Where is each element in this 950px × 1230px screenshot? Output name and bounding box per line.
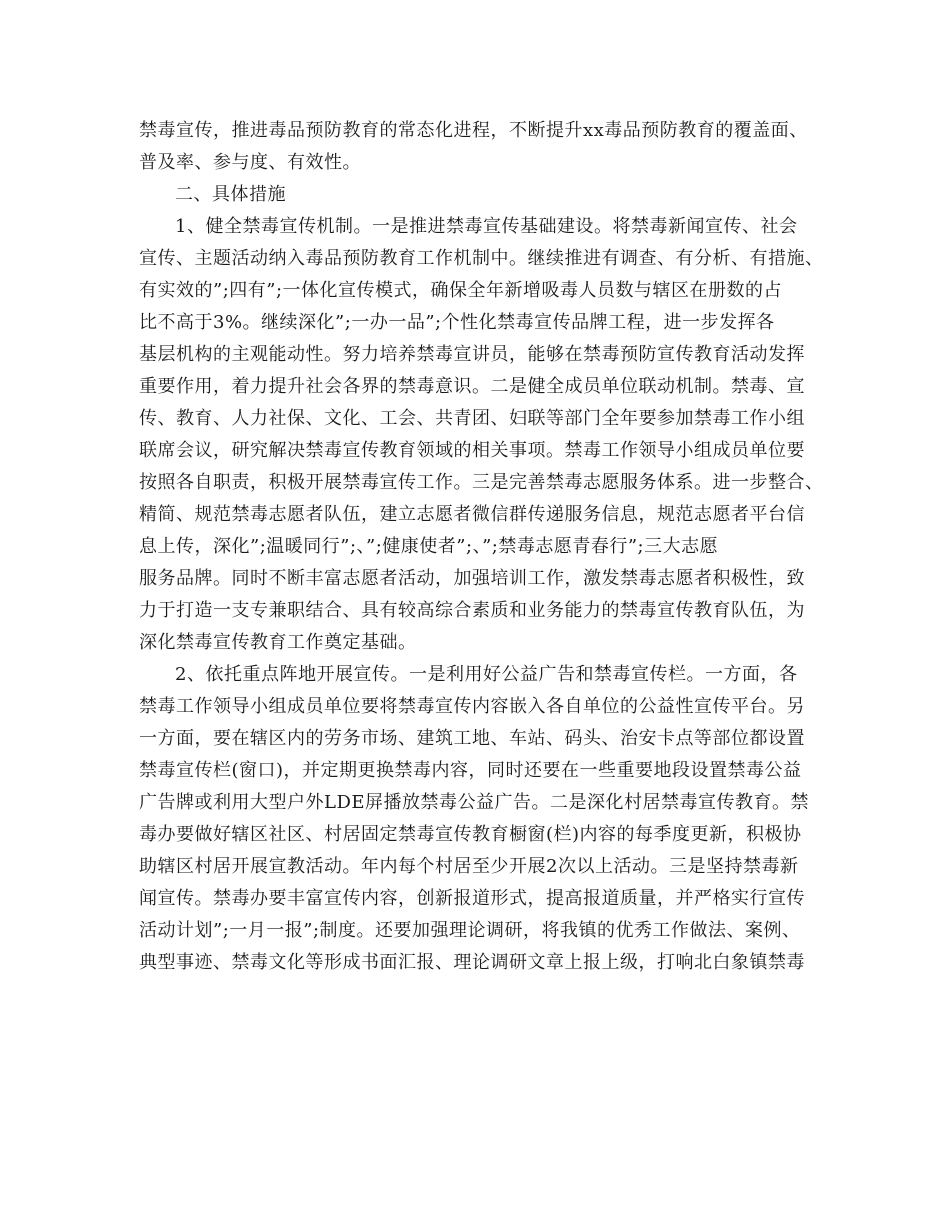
text-line: 禁毒宣传栏(窗口)，并定期更换禁毒内容，同时还要在一些重要地段设置禁毒公益 — [139, 760, 802, 781]
document-body — [139, 115, 839, 979]
text-line: 一方面，要在辖区内的劳务市场、建筑工地、车站、码头、治安卡点等部位都设置 — [139, 728, 805, 749]
text-line: 禁毒宣传，推进毒品预防教育的常态化进程，不断提升xx毒品预防教育的覆盖面、 — [139, 120, 808, 141]
text-line: 按照各自职责，积极开展禁毒宣传工作。三是完善禁毒志愿服务体系。进一步整合、 — [139, 472, 824, 493]
text-line: 普及率、参与度、有效性。 — [139, 152, 361, 173]
text-line: 闻宣传。禁毒办要丰富宣传内容，创新报道形式，提高报道质量，并严格实行宣传 — [139, 888, 805, 909]
text-line: 精简、规范禁毒志愿者队伍，建立志愿者微信群传递服务信息，规范志愿者平台信 — [139, 504, 805, 525]
text-line: 广告牌或利用大型户外LDE屏播放禁毒公益广告。二是深化村居禁毒宣传教育。禁 — [139, 792, 810, 813]
text-line: 息上传，深化”;温暖同行”;、”;健康使者”;、”;禁毒志愿青春行”;三大志愿 — [139, 536, 719, 557]
text-line: 禁毒工作领导小组成员单位要将禁毒宣传内容嵌入各自单位的公益性宣传平台。另 — [139, 696, 805, 717]
section-heading: 二、具体措施 — [175, 184, 286, 205]
paragraph-first-line: 1、健全禁毒宣传机制。一是推进禁毒宣传基础建设。将禁毒新闻宣传、社会 — [175, 216, 798, 237]
text-line: 深化禁毒宣传教育工作奠定基础。 — [139, 632, 417, 653]
text-line: 重要作用，着力提升社会各界的禁毒意识。二是健全成员单位联动机制。禁毒、宣 — [139, 376, 805, 397]
text-line: 传、教育、人力社保、文化、工会、共青团、妇联等部门全年要参加禁毒工作小组 — [139, 408, 805, 429]
text-line: 服务品牌。同时不断丰富志愿者活动，加强培训工作，激发禁毒志愿者积极性，致 — [139, 568, 805, 589]
text-line: 宣传、主题活动纳入毒品预防教育工作机制中。继续推进有调查、有分析、有措施、 — [139, 248, 824, 269]
text-line: 有实效的”;四有”;一体化宣传模式，确保全年新增吸毒人员数与辖区在册数的占 — [139, 280, 783, 301]
text-line: 毒办要做好辖区社区、村居固定禁毒宣传教育橱窗(栏)内容的每季度更新，积极协 — [139, 824, 802, 845]
text-line: 活动计划”;一月一报”;制度。还要加强理论调研，将我镇的优秀工作做法、案例、 — [139, 920, 801, 941]
text-line: 联席会议，研究解决禁毒宣传教育领域的相关事项。禁毒工作领导小组成员单位要 — [139, 440, 805, 461]
text-line: 助辖区村居开展宣教活动。年内每个村居至少开展2次以上活动。三是坚持禁毒新 — [139, 856, 799, 877]
text-line: 基层机构的主观能动性。努力培养禁毒宣讲员，能够在禁毒预防宣传教育活动发挥 — [139, 344, 805, 365]
text-line: 力于打造一支专兼职结合、具有较高综合素质和业务能力的禁毒宣传教育队伍，为 — [139, 600, 805, 621]
text-line: 比不高于3%。继续深化”;一办一品”;个性化禁毒宣传品牌工程，进一步发挥各 — [139, 312, 775, 333]
paragraph-first-line: 2、依托重点阵地开展宣传。一是利用好公益广告和禁毒宣传栏。一方面，各 — [175, 664, 798, 685]
text-line: 典型事迹、禁毒文化等形成书面汇报、理论调研文章上报上级，打响北白象镇禁毒 — [139, 952, 805, 973]
